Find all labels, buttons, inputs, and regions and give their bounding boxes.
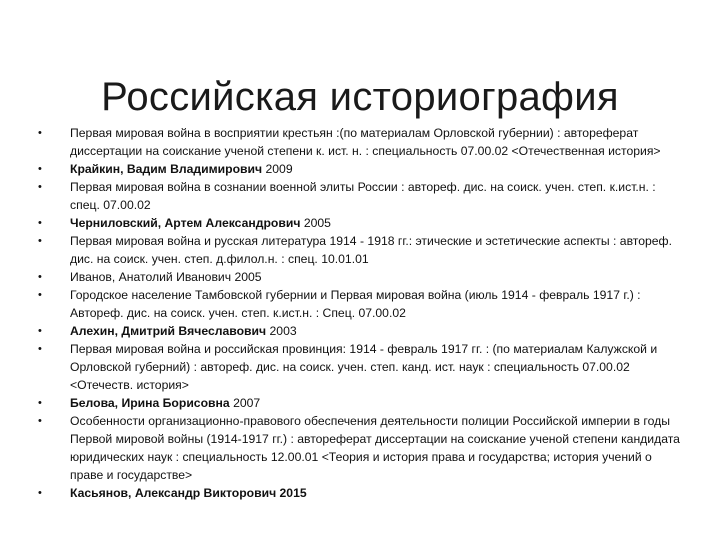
list-item (38, 340, 686, 394)
bullet-icon: • (38, 235, 42, 247)
list-item-year: 2003 (269, 324, 297, 338)
list-item-text: Городское население Тамбовской губернии и Первая мировая война (июль 1914 - февраль 1917 г.) : Автореф. дис. на соиск. учен. степ. к.ист.н. : Спец. 07.00.02 (70, 288, 641, 320)
bullet-icon: • (38, 181, 42, 193)
bullet-icon: • (38, 397, 42, 409)
bullet-icon: • (38, 163, 42, 175)
list-item (38, 268, 686, 286)
list-item-text: Первая мировая война в сознании военной элиты России : автореф. дис. на соиск. учен. степ. к.ист.н. : спец. 07.00.02 (70, 180, 656, 212)
list-item (38, 484, 686, 502)
bullet-icon: • (38, 127, 42, 139)
bullet-icon: • (38, 343, 42, 355)
list-item-year: 2007 (233, 396, 261, 410)
list-item (38, 394, 686, 412)
list-item-year: 2009 (265, 162, 293, 176)
list-item-text: Особенности организационно-правового обеспечения деятельности полиции Российской империи в годы Первой мировой войны (1914-1917 гг.) : автореферат диссертации на соискание ученой степени кандидата юридических наук : специальность 12.00.01 <Теория и история права и государства; история учений о праве и государстве> (70, 414, 680, 482)
list-item-author: Алехин, Дмитрий Вячеславович (70, 324, 267, 338)
list-item-author: Иванов, Анатолий Иванович 2005 (70, 270, 262, 284)
list-item-text: Первая мировая война и российская провинция: 1914 - февраль 1917 гг. : (по материалам Калужской и Орловской губерний) : автореф. дис. на соиск. учен. степ. канд. ист. наук : специальность 07.00.02 <Отечеств. история> (70, 342, 658, 392)
bullet-icon: • (38, 415, 42, 427)
slide-title: Российская историография (101, 74, 619, 119)
list-item (38, 214, 686, 232)
bullet-icon: • (38, 487, 42, 499)
list-item (38, 124, 686, 160)
list-item (38, 232, 686, 268)
list-item (38, 286, 686, 322)
list-item (38, 322, 686, 340)
bullet-icon: • (38, 217, 42, 229)
list-item-text: Первая мировая война в восприятии крестьян :(по материалам Орловской губернии) : автореферат диссертации на соискание ученой степени к. ист. н. : специальность 07.00.02 <Отечественная история> (70, 126, 661, 158)
list-item (38, 412, 686, 484)
list-item-author: Касьянов, Александр Викторович 2015 (70, 486, 307, 500)
list-item-year: 2005 (303, 216, 331, 230)
list-item-text: Первая мировая война и русская литература 1914 - 1918 гг.: этические и эстетические аспекты : автореф. дис. на соиск. учен. степ. д.филол.н. : спец. 10.01.01 (70, 234, 672, 266)
list-item (38, 160, 686, 178)
bullet-icon: • (38, 289, 42, 301)
bibliography-list (38, 124, 686, 502)
list-item-author: Крайкин, Вадим Владимирович (70, 162, 263, 176)
bullet-icon: • (38, 271, 42, 283)
list-item (38, 178, 686, 214)
list-item-author: Белова, Ирина Борисовна (70, 396, 230, 410)
bullet-icon: • (38, 325, 42, 337)
list-item-author: Черниловский, Артем Александрович (70, 216, 301, 230)
